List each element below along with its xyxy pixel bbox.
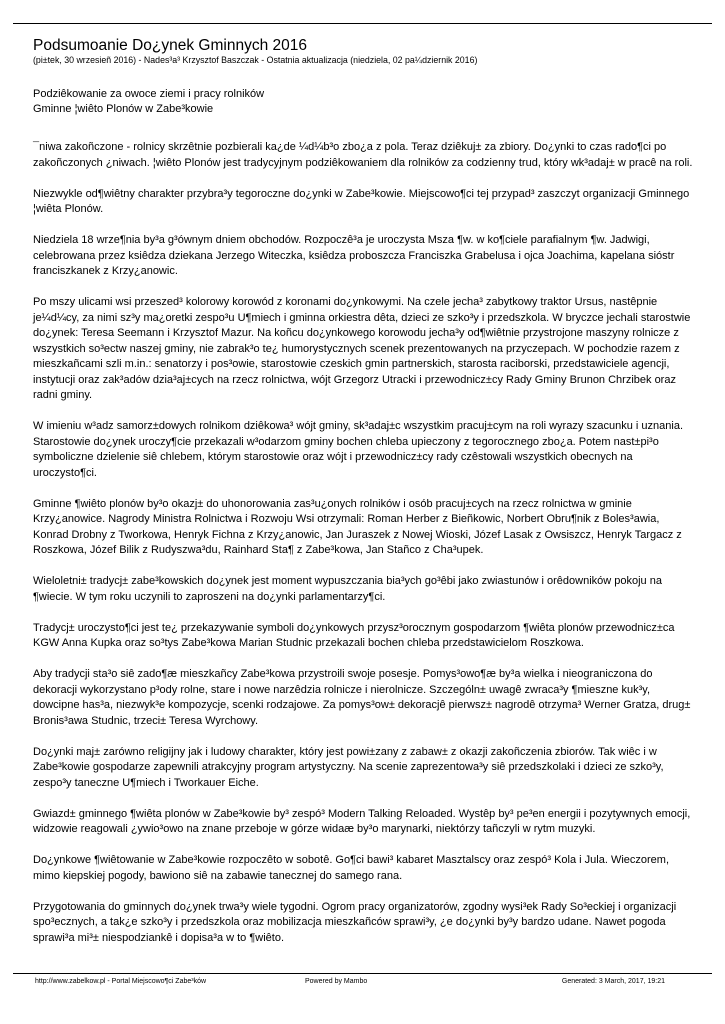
paragraph: Do¿ynkowe ¶wiêtowanie w Zabe³kowie rozpoczêto w sobotê. Go¶ci bawi³ kabaret Masztalscy oraz zespó³ Kola i Jula. Wieczorem, mimo kiepskiej pogody, bawiono siê na zabawie tanecznej do samego rana. <box>33 854 670 882</box>
paragraph: Do¿ynki maj± zarówno religijny jak i ludowy charakter, który jest powi±zany z zabaw± z okazji zakoñczenia zbiorów. Tak wiêc i w Zabe³kowie gospodarze zapewnili atrakcyjny program artystyczny. Na scenie zaprezentowa³y siê przedszkolaki i dzieci ze szko³y, zespo³y taneczne U¶miech i Tworkauer Eiche. <box>33 745 664 789</box>
paragraph: Niedziela 18 wrze¶nia by³a g³ównym dniem obchodów. Rozpoczê³a je uroczysta Msza ¶w. w ko¶ciele parafialnym ¶w. Jadwigi, celebrowana przez ksiêdza dziekana Jerzego Witeczka, ksiêdza proboszcza Franciszka Grabelusa i ojca Joachima, kapelana sióstr franciszkanek z Krzy¿anowic. <box>33 234 675 277</box>
paragraph: Wieloletni± tradycj± zabe³kowskich do¿ynek jest moment wypuszczania bia³ych go³êbi jako zwiastunów i orêdowników pokoju na ¶wiecie. W tym roku uczynili to zaproszeni na do¿ynki parlamentarzy¶ci. <box>33 575 662 603</box>
article-body <box>33 140 695 962</box>
paragraph: Przygotowania do gminnych do¿ynek trwa³y wiele tygodni. Ogrom pracy organizatorów, zgodny wysi³ek Rady So³eckiej i organizacji spo³ecznych, a tak¿e szko³y i przedszkola oraz mobilizacja mieszkañców sprawi³y, ¿e do¿ynki by³y bardzo udane. Nawet pogoda sprawi³a mi³± niespodziankê i dopisa³a w to ¶wiêto. <box>33 900 677 944</box>
paragraph: Gwiazd± gminnego ¶wiêta plonów w Zabe³kowie by³ zespó³ Modern Talking Reloaded. Wystêp by³ pe³en energii i pozytywnych emocji, widzowie reagowali ¿ywio³owo na znane przeboje w górze widaæ by³o marynarki, niektórzy tañczyli w rytm muzyki. <box>33 807 691 835</box>
footer-generated-date: Generated: 3 March, 2017, 19:21 <box>561 978 665 985</box>
page-title: Podsumoanie Do¿ynek Gminnych 2016 <box>33 37 307 54</box>
article-subtitle <box>33 87 693 117</box>
paragraph: Po mszy ulicami wsi przeszed³ kolorowy korowód z koronami do¿ynkowymi. Na czele jecha³ zabytkowy traktor Ursus, nastêpnie je¼d¼cy, za nimi sz³y ma¿oretki zespo³u U¶miech i gminna orkiestra dêta, dzieci ze szko³y i przedszkola. W bryczce jechali starostwie do¿ynek: Teresa Seemann i Krzysztof Mazur. Na koñcu do¿ynkowego korowodu jecha³y od¶wiêtnie przystrojone maszyny rolnicze z wszystkich so³ectw naszej gminy, nie zabrak³o te¿ humorystycznych scenek prezentowanych na przyczepach. W pochodzie razem z mieszkañcami szli m.in.: senatorzy i pos³owie, starostowie czeskich gmin partnerskich, starosta raciborski, przedstawiciele agencji, instytucji oraz zak³adów dzia³aj±cych na rzecz rolnictwa, wójt Grzegorz Utracki i przewodnicz±cy Rady Gminy Brunon Chrzibek oraz radni gminy. <box>33 296 691 401</box>
paragraph: W imieniu w³adz samorz±dowych rolnikom dziêkowa³ wójt gminy, sk³adaj±c wszystkim pracuj±cym na roli wyrazy szacunku i uznania. Starostowie do¿ynek uroczy¶cie przekazali w³odarzom gminy bochen chleba upieczony z tegorocznego zbo¿a. Potem nast±pi³o symboliczne dzielenie siê chlebem, którym starostowie oraz wójt i przewodnicz±cy rady czêstowali wszystkich obecnych na uroczysto¶ci. <box>33 420 683 479</box>
paragraph: Tradycj± uroczysto¶ci jest te¿ przekazywanie symboli do¿ynkowych przysz³orocznym gospodarzom ¶wiêta plonów przewodnicz±ca KGW Anna Kupka oraz so³tys Zabe³kowa Marian Studnic przekazali bochen chleba przedstawicielom Roszkowa. <box>33 621 675 649</box>
footer-site-url: http://www.zabelkow.pl - Portal Miejscowo¶ci Zabe³ków <box>35 978 207 985</box>
article-header <box>33 37 703 66</box>
top-divider <box>13 23 712 24</box>
paragraph: Aby tradycji sta³o siê zado¶æ mieszkañcy Zabe³kowa przystroili swoje posesje. Pomys³owo¶æ by³a wielka i nieograniczona do dekoracji wykorzystano p³ody rolne, stare i nowe narzêdzia rolnicze i nierolnicze. Szczególn± uwagê zwraca³y ¶mieszne kuk³y, dowcipne has³a, niezwyk³e kompozycje, scenki rodzajowe. Za pomys³ow± dekoracjê pierwsz± nagrodê otrzyma³ Werner Gratza, drug± Bronis³awa Studnic, trzeci± Teresa Wyrchowy. <box>33 668 691 727</box>
footer-powered-by: Powered by Mambo <box>305 978 368 985</box>
bottom-divider <box>13 973 712 974</box>
paragraph: Gminne ¶wiêto plonów by³o okazj± do uhonorowania zas³u¿onych rolników i osób pracuj±cych na rzecz rolnictwa w gminie Krzy¿anowice. Nagrody Ministra Rolnictwa i Rozwoju Wsi otrzymali: Roman Herber z Bieñkowic, Norbert Obru¶nik z Boles³awia, Konrad Drobny z Tworkowa, Henryk Fichna z Krzy¿anowic, Jan Juraszek z Nowej Wioski, Józef Lasak z Owsiszcz, Henryk Targacz z Roszkowa, Józef Bilik z Rudyszwa³du, Rainhard Sta¶ z Zabe³kowa, Jan Stañco z Cha³upek. <box>33 497 682 556</box>
subtitle-line: Gminne ¦wiêto Plonów w Zabe³kowie <box>33 103 214 115</box>
article-meta: (pi±tek, 30 wrzesieñ 2016) - Nades³a³ Krzysztof Baszczak - Ostatnia aktualizacja (niedziela, 02 pa¼dziernik 2016) <box>33 55 478 65</box>
subtitle-line: Podziêkowanie za owoce ziemi i pracy rolników <box>33 88 265 100</box>
paragraph: ¯niwa zakoñczone - rolnicy skrzêtnie pozbierali ka¿de ¼d¼b³o zbo¿a z pola. Teraz dziêkuj± za zbiory. Do¿ynki to czas rado¶ci po zakoñczonych ¿niwach. ¦wiêto Plonów jest tradycyjnym podziêkowaniem dla rolników za codzienny trud, który wk³adaj± w pracê na roli. <box>33 141 693 169</box>
paragraph: Niezwykle od¶wiêtny charakter przybra³y tegoroczne do¿ynki w Zabe³kowie. Miejscowo¶ci tej przypad³ zaszczyt organizacji Gminnego ¦wiêta Plonów. <box>33 187 690 215</box>
